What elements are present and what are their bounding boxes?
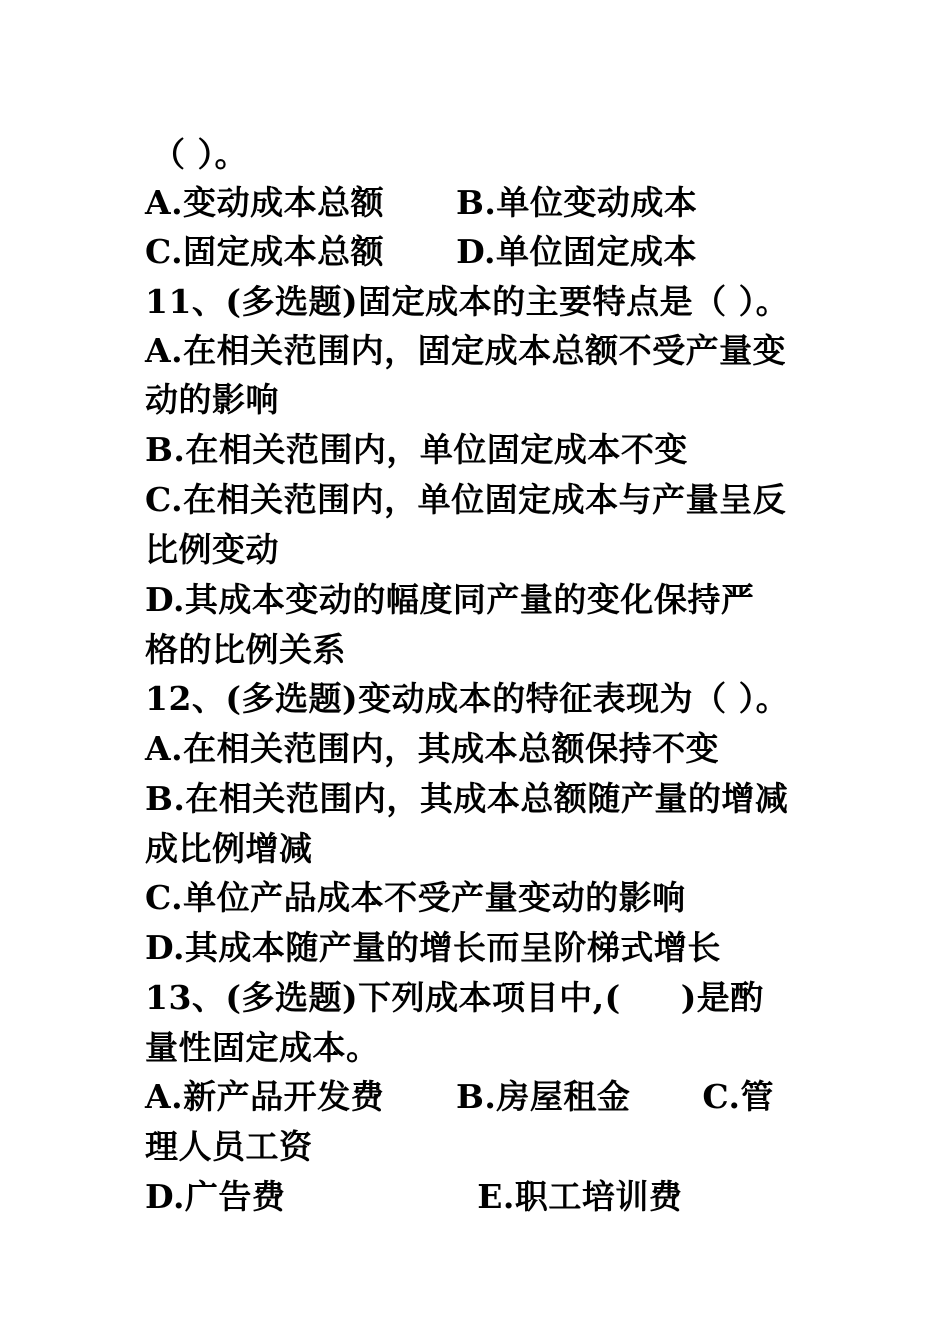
text-line-21: 理人员工资 — [145, 1127, 313, 1166]
text-line-1: （ ）。 — [152, 135, 248, 174]
text-line-13: A.在相关范围内，其成本总额保持不变 — [145, 729, 720, 768]
text-line-5: A.在相关范围内，固定成本总额不受产量变 — [145, 331, 787, 370]
text-line-7: B.在相关范围内，单位固定成本不变 — [145, 430, 688, 469]
text-line-14: B.在相关范围内，其成本总额随产量的增减 — [145, 779, 789, 818]
text-line-19: 量性固定成本。 — [145, 1028, 380, 1067]
text-line-6: 动的影响 — [145, 380, 279, 419]
text-line-22: D.广告费 E.职工培训费 — [145, 1177, 683, 1216]
question-11: 11、(多选题)固定成本的主要特点是（ ）。 — [145, 282, 790, 321]
text-line-3: C.固定成本总额 D.单位固定成本 — [145, 232, 698, 271]
text-line-17: D.其成本随产量的增长而呈阶梯式增长 — [145, 928, 721, 967]
text-line-11: 格的比例关系 — [145, 630, 346, 669]
text-line-15: 成比例增减 — [145, 829, 313, 868]
text-line-2: A.变动成本总额 B.单位变动成本 — [145, 183, 698, 222]
text-line-20: A.新产品开发费 B.房屋租金 C.管 — [145, 1077, 775, 1116]
question-13: 13、(多选题)下列成本项目中,( )是酌 — [145, 978, 764, 1017]
question-12: 12、(多选题)变动成本的特征表现为（ ）。 — [145, 679, 790, 718]
text-line-8: C.在相关范围内，单位固定成本与产量呈反 — [145, 480, 787, 519]
text-line-16: C.单位产品成本不受产量变动的影响 — [145, 878, 686, 917]
text-line-9: 比例变动 — [145, 530, 279, 569]
text-line-10: D.其成本变动的幅度同产量的变化保持严 — [145, 580, 755, 619]
